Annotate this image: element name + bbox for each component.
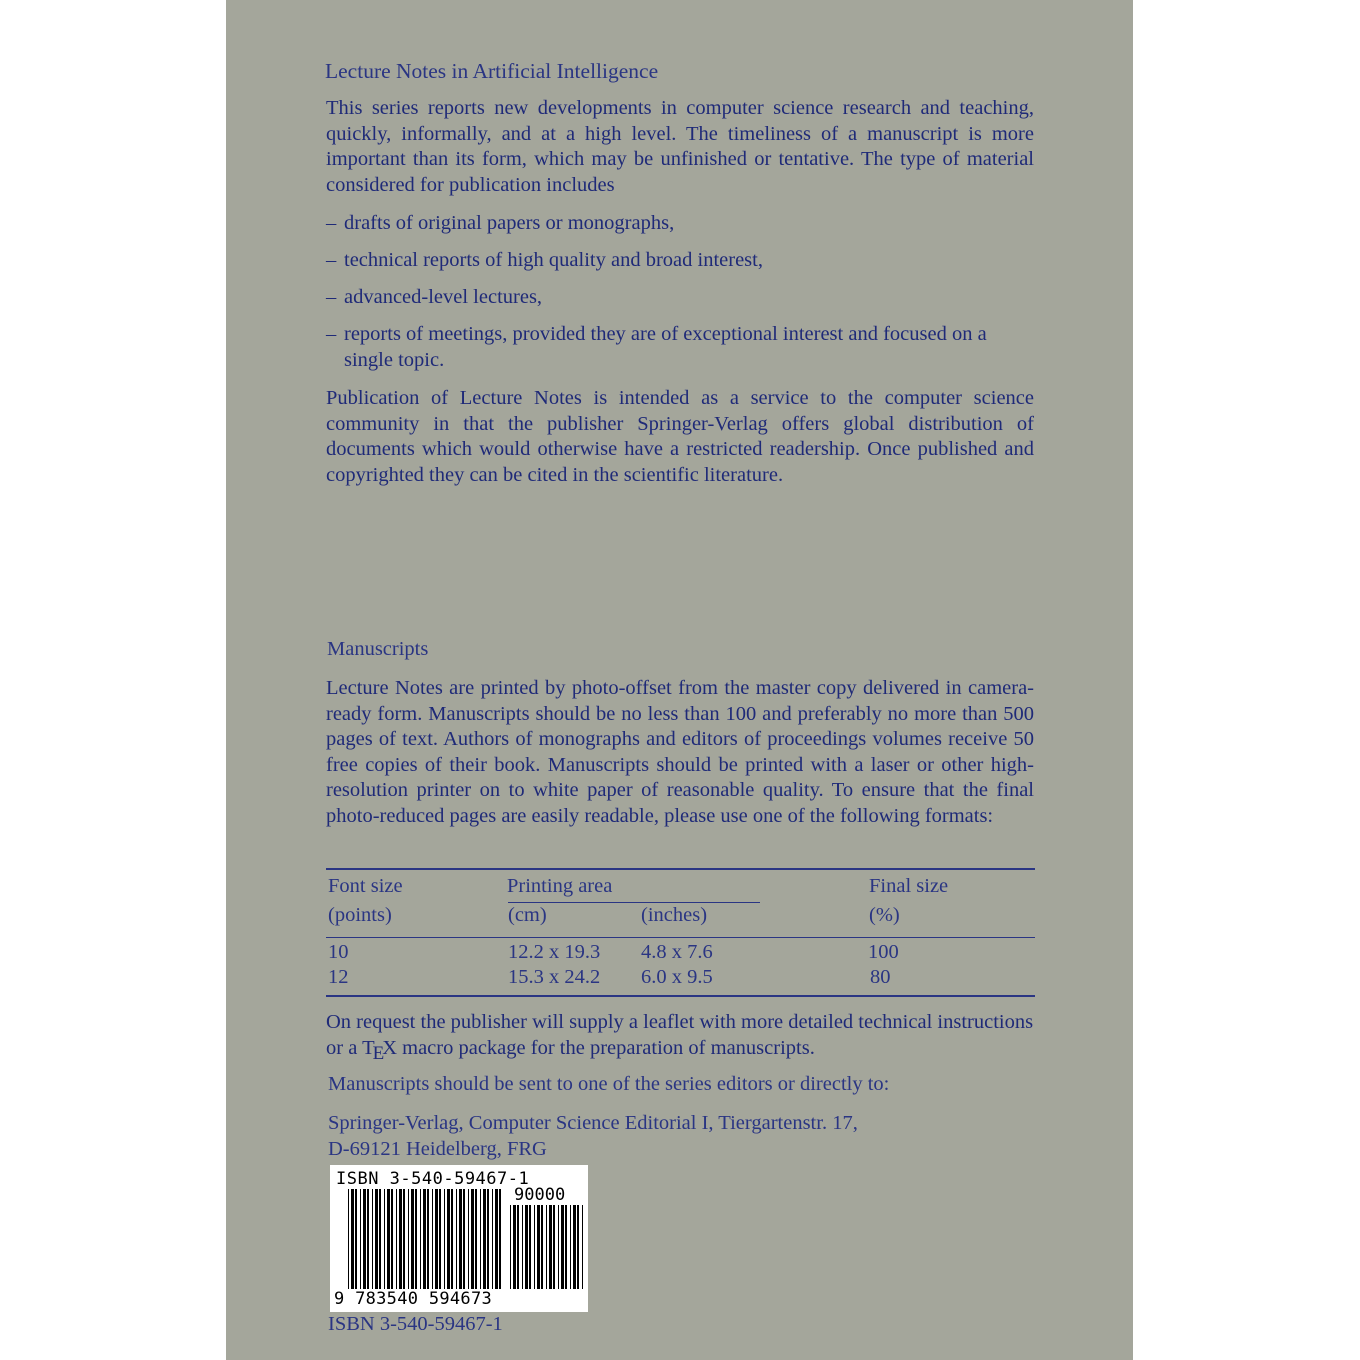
intro-paragraph: This series reports new developments in computer science research and teaching, quickly, informally, and at a high level. The timeliness of a manuscript is more important than its form, which may be unfinished or tentative. The type of material considered for publication includes — [326, 97, 1034, 196]
header-printing-area: Printing area — [507, 875, 613, 897]
isbn-number: ISBN 3-540-59467-1 — [328, 1313, 503, 1335]
barcode-label — [330, 1165, 588, 1312]
publisher-address — [328, 1110, 858, 1162]
send-to-line: Manuscripts should be sent to one of the series editors or directly to: — [328, 1073, 890, 1095]
table-bottom-rule — [326, 995, 1035, 997]
table-top-rule — [326, 868, 1035, 870]
request-paragraph: On request the publisher will supply a leaflet with more detailed technical instructions or a TEX macro package for the preparation of manuscripts. — [326, 1011, 1034, 1064]
address-line: Springer-Verlag, Computer Science Editorial I, Tiergartenstr. 17, — [328, 1112, 858, 1134]
table-row-cm: 15.3 x 24.2 — [508, 966, 601, 988]
header-percent: (%) — [869, 904, 900, 926]
material-list — [326, 211, 1034, 385]
header-inches: (inches) — [641, 904, 708, 926]
manuscripts-heading: Manuscripts — [327, 638, 429, 660]
table-row-font: 10 — [328, 941, 349, 963]
list-item: – advanced-level lectures, — [326, 286, 543, 308]
publication-paragraph: Publication of Lecture Notes is intended as a service to the computer science community in that the publisher Springer-Verlag offers global distribution of documents which would otherwise have a restricted readership. Once published and copyrighted they can be cited in the scientific literature. — [326, 387, 1034, 486]
list-item: – drafts of original papers or monographs, — [326, 212, 675, 234]
series-title: Lecture Notes in Artificial Intelligence — [325, 59, 659, 83]
table-row-font: 12 — [328, 966, 349, 988]
address-line: D-69121 Heidelberg, FRG — [328, 1138, 547, 1160]
barcode-digits: 9 783540 594673 — [334, 1289, 493, 1309]
table-row-final: 80 — [870, 966, 891, 988]
table-row-cm: 12.2 x 19.3 — [508, 941, 601, 963]
header-final-size: Final size — [869, 875, 949, 897]
printing-area-rule — [508, 902, 760, 903]
table-header-rule — [326, 937, 1035, 938]
table-row-final: 100 — [868, 941, 899, 963]
manuscripts-paragraph: Lecture Notes are printed by photo-offset from the master copy delivered in camera-ready form. Manuscripts should be no less than 100 and preferably no more than 500 pages of text. Authors of monographs and editors of proceedings volumes receive 50 free copies of their book. Manuscripts should be printed with a laser or other high-resolution printer on to white paper of reasonable quality. To ensure that the final photo-reduced pages are easily readable, please use one of the following formats: — [326, 677, 1034, 827]
header-font-unit: (points) — [328, 904, 392, 926]
barcode-addon-digits: 90000 — [514, 1185, 566, 1205]
list-item: – reports of meetings, provided they are of exceptional interest and focused on a single topic. — [326, 323, 987, 371]
barcode-isbn-text: ISBN 3-540-59467-1 — [336, 1169, 530, 1189]
list-item: – technical reports of high quality and broad interest, — [326, 249, 763, 271]
table-row-inches: 4.8 x 7.6 — [641, 941, 713, 963]
table-row-inches: 6.0 x 9.5 — [641, 966, 713, 988]
header-cm: (cm) — [508, 904, 547, 926]
tex-logo: TEX — [362, 1036, 398, 1064]
header-font-size: Font size — [328, 875, 403, 897]
